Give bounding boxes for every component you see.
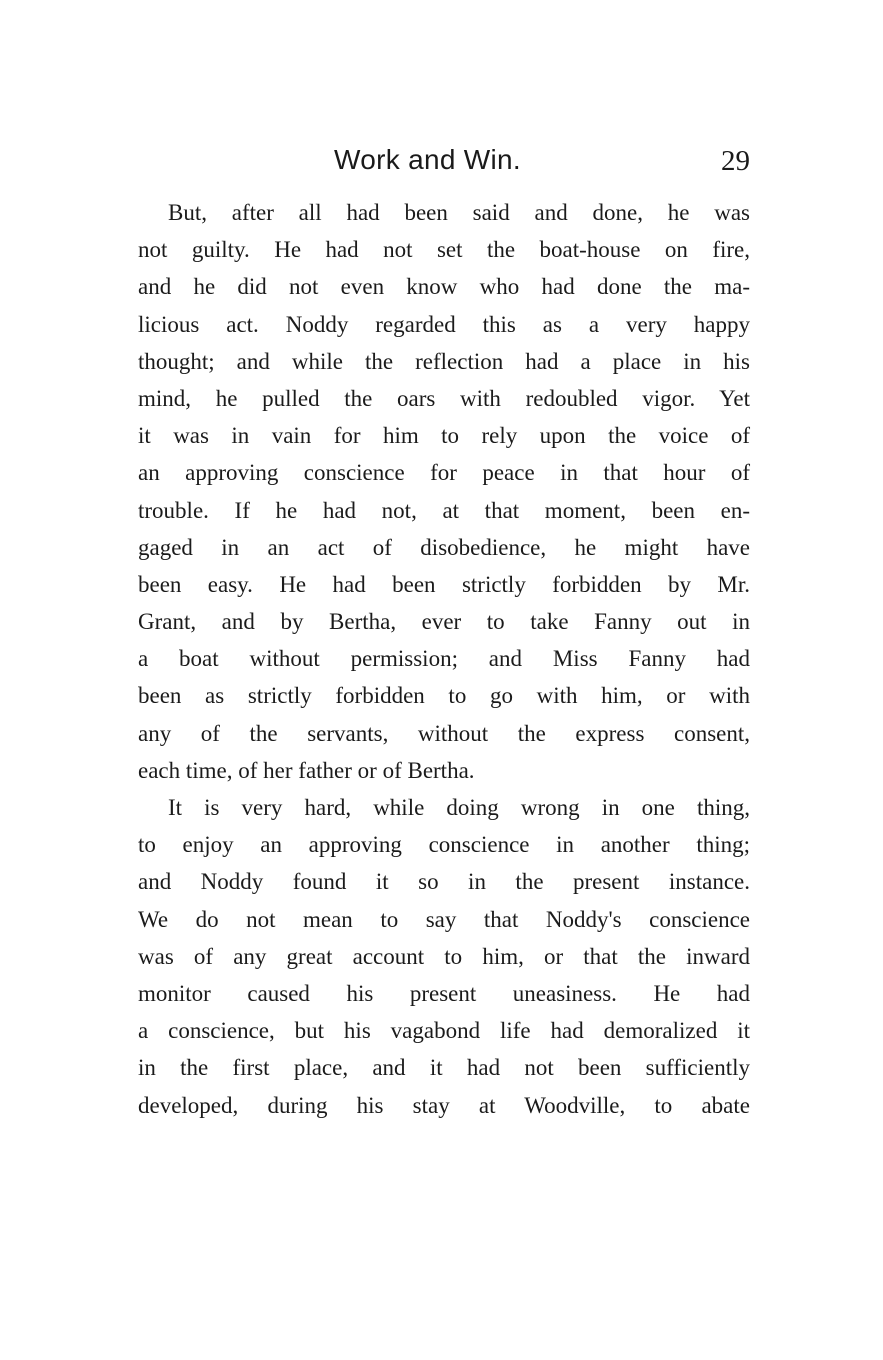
page-header — [138, 140, 750, 184]
text-line: been easy. He had been strictly forbidden by Mr. — [138, 571, 750, 597]
paragraph — [138, 194, 750, 789]
text-line: any of the servants, without the express consent, — [138, 720, 750, 746]
text-line: But, after all had been said and done, he was — [168, 200, 750, 225]
text-line: a conscience, but his vagabond life had demoralized it — [138, 1018, 750, 1044]
text-line: thought; and while the reflection had a place in his — [138, 348, 750, 374]
text-line: a boat without permission; and Miss Fanny had — [138, 646, 750, 672]
text-line: it was in vain for him to rely upon the voice of — [138, 423, 750, 449]
text-line: to enjoy an approving conscience in another thing; — [138, 832, 750, 858]
text-line: an approving conscience for peace in that hour of — [138, 460, 750, 486]
text-line: in the first place, and it had not been sufficiently — [138, 1055, 750, 1081]
text-line: Grant, and by Bertha, ever to take Fanny out in — [138, 609, 750, 635]
text-line: developed, during his stay at Woodville, to abate — [138, 1092, 750, 1118]
text-line: been as strictly forbidden to go with him, or with — [138, 683, 750, 709]
text-line: trouble. If he had not, at that moment, been en- — [138, 497, 750, 523]
text-line: not guilty. He had not set the boat-house on fire, — [138, 237, 750, 263]
text-line: gaged in an act of disobedience, he might have — [138, 534, 750, 560]
text-line: and Noddy found it so in the present instance. — [138, 869, 750, 895]
paragraph — [138, 789, 750, 1124]
text-line: and he did not even know who had done the ma- — [138, 274, 750, 300]
text-line: each time, of her father or of Bertha. — [138, 757, 475, 783]
text-line: mind, he pulled the oars with redoubled vigor. Yet — [138, 385, 750, 411]
text-line: was of any great account to him, or that the inward — [138, 943, 750, 969]
running-title: Work and Win. — [334, 144, 521, 175]
text-line: licious act. Noddy regarded this as a very happy — [138, 311, 750, 337]
text-line: We do not mean to say that Noddy's conscience — [138, 906, 750, 932]
page-number: 29 — [721, 145, 750, 177]
body-text — [138, 194, 750, 1124]
text-line: monitor caused his present uneasiness. He had — [138, 980, 750, 1006]
text-line: It is very hard, while doing wrong in one thing, — [168, 795, 750, 820]
